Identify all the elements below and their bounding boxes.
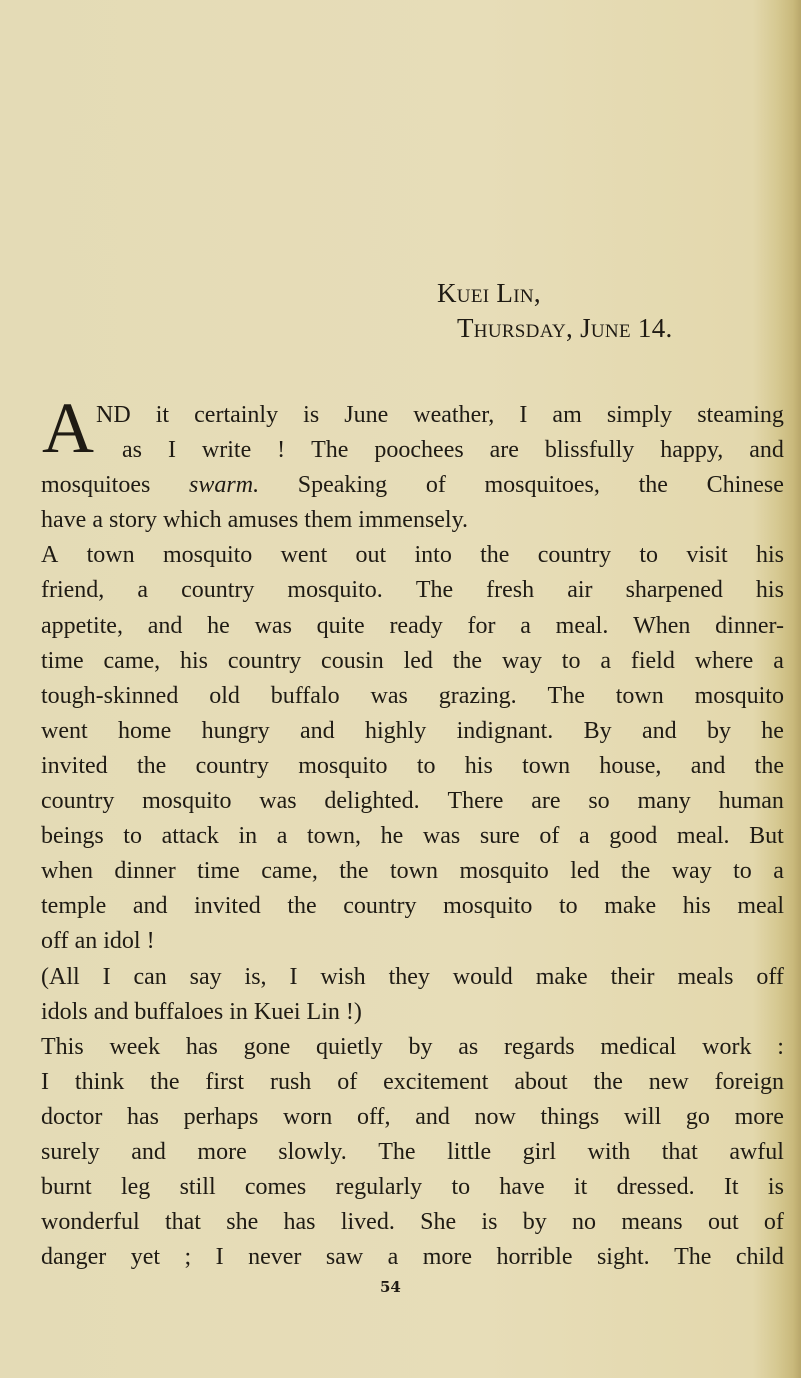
text-line: I think the first rush of excitement about the new foreign bbox=[41, 1068, 784, 1095]
text-line: (All I can say is, I wish they would make their meals off bbox=[41, 963, 784, 990]
text-line: A town mosquito went out into the country to visit his bbox=[41, 542, 784, 569]
page-number: 54 bbox=[380, 1278, 401, 1296]
text-line: friend, a country mosquito. The fresh air sharpened his bbox=[41, 577, 784, 604]
text-line: when dinner time came, the town mosquito led the way to a bbox=[41, 858, 784, 885]
body-text bbox=[41, 398, 784, 1275]
text-line: burnt leg still comes regularly to have it dressed. It is bbox=[41, 1174, 784, 1201]
text-line: appetite, and he was quite ready for a meal. When dinner- bbox=[41, 612, 784, 639]
text-line: country mosquito was delighted. There are so many human bbox=[41, 788, 784, 815]
drop-cap: A bbox=[42, 388, 94, 468]
text-line: temple and invited the country mosquito to make his meal bbox=[41, 893, 784, 920]
text-line: time came, his country cousin led the way to a field where a bbox=[41, 647, 784, 674]
text-line: This week has gone quietly by as regards medical work : bbox=[41, 1033, 784, 1060]
heading-date: Thursday, June 14. bbox=[457, 313, 673, 343]
text-line: invited the country mosquito to his town house, and the bbox=[41, 752, 784, 779]
text-line: tough-skinned old buffalo was grazing. The town mosquito bbox=[41, 682, 784, 709]
heading-place: Kuei Lin, bbox=[437, 278, 541, 308]
text-line: danger yet ; I never saw a more horrible sight. The child bbox=[41, 1244, 784, 1271]
text-line: off an idol ! bbox=[41, 928, 155, 955]
text-line: went home hungry and highly indignant. By and by he bbox=[41, 717, 784, 744]
text-line: surely and more slowly. The little girl with that awful bbox=[41, 1138, 784, 1165]
text-line: beings to attack in a town, he was sure of a good meal. But bbox=[41, 823, 784, 850]
text-line: doctor has perhaps worn off, and now things will go more bbox=[41, 1103, 784, 1130]
text-line: wonderful that she has lived. She is by no means out of bbox=[41, 1209, 784, 1236]
text-line: have a story which amuses them immensely. bbox=[41, 507, 469, 534]
text-line: mosquitoes swarm. Speaking of mosquitoes, the Chinese bbox=[41, 472, 784, 499]
text-line: idols and buffaloes in Kuei Lin !) bbox=[41, 998, 362, 1025]
text-line: as I write ! The poochees are blissfully happy, and bbox=[122, 437, 784, 464]
text-line: ND it certainly is June weather, I am simply steaming bbox=[96, 402, 784, 428]
